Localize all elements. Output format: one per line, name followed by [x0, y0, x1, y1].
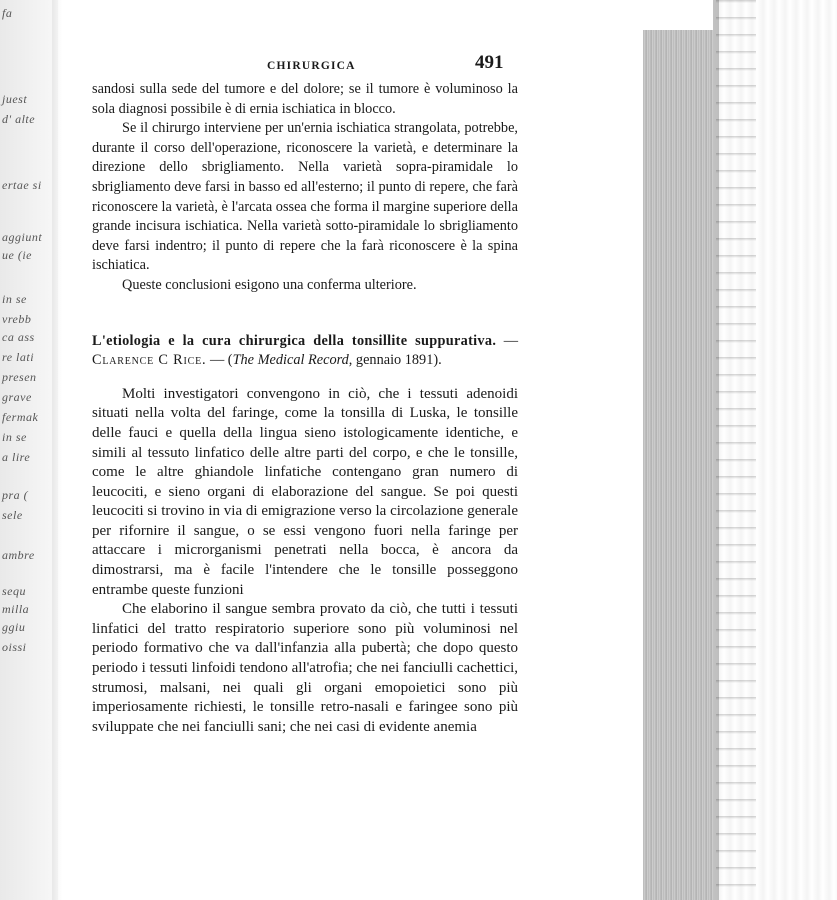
margin-fragment: ca ass [2, 330, 35, 344]
paragraph-continued: sandosi sulla sede del tumore e del dolore; se il tumore è voluminoso la sola diagnosi possibile è di ernia ischiatica in blocco. [92, 81, 518, 117]
margin-fragment: juest [2, 92, 28, 106]
margin-fragment: vrebb [2, 312, 32, 326]
title-dash: — [503, 332, 518, 349]
page-body [92, 80, 518, 737]
citation-open: — ( [209, 352, 233, 369]
margin-fragment: grave [2, 390, 32, 404]
margin-fragment: ue (ie [2, 248, 32, 262]
paragraph: Se il chirurgo interviene per un'ernia ischiatica strangolata, potrebbe, durante il corso dell'operazione, riconoscere la varietà, e determinare la direzione dello sbrigliamento. Nella varietà sopra-piramidale lo sbrigliamento deve farsi in basso ed all'esterno; il punto di repere, che farà riconoscere la varietà, è l'arcata ossea che forma il margine superiore della grande incisura ischiatica. Nella varietà sotto-piramidale lo sbrigliamento deve farsi indentro; il punto di repere che la farà riconoscere è la spina ischiatica. [92, 120, 518, 274]
margin-fragment: in se [2, 292, 27, 306]
page-edge-texture [716, 0, 756, 900]
margin-fragment: in se [2, 430, 27, 444]
margin-fragment: sele [2, 508, 23, 522]
margin-fragment: a lire [2, 450, 31, 464]
paragraph: Queste conclusioni esigono una conferma ulteriore. [122, 276, 417, 293]
margin-fragment: d' alte [2, 112, 36, 126]
margin-fragment: presen [2, 370, 37, 384]
citation-date: , gennaio 1891). [348, 352, 442, 369]
article-title: L'etiologia e la cura chirurgica della tonsillite suppurativa. [92, 332, 497, 349]
article-author: Clarence C Rice. [92, 352, 207, 369]
paragraph: Molti investigatori convengono in ciò, che i tessuti adenoidi situati nella volta del faringe, come la tonsilla di Luska, le tonsille delle fauci e quella della lingua sieno istologicamente identiche, e simili al tessuto linfatico delle altre parti del corpo, e che le tonsille, come le altre ghiandole linfatiche contengano gran numero di leucociti, e sieno organi di elaborazione del sangue. Se poi questi leucociti si trovino in via di emigrazione verso la circolazione generale per rifornire il sangue, o se essi vengono fuori nella faringe per attaccare i microrganismi penetrati nella bocca, è ancora da dimostrarsi, ma è facile l'intendere che le tonsille posseggono entrambe queste funzioni [92, 385, 518, 598]
margin-fragment: ertae si [2, 178, 42, 192]
margin-fragment: fermak [2, 410, 39, 424]
page-stack-edge [643, 30, 713, 900]
facing-page-margin [0, 0, 58, 900]
margin-fragment: re lati [2, 350, 35, 364]
margin-fragment: pra ( [2, 488, 29, 502]
running-head: CHIRURGICA [267, 60, 356, 72]
margin-fragment: milla [2, 602, 30, 616]
margin-fragment: ggiu [2, 620, 26, 634]
page-number: 491 [475, 52, 504, 73]
margin-fragment: oissi [2, 640, 27, 654]
margin-fragment: fa [2, 6, 13, 20]
gutter-shadow [52, 0, 62, 900]
margin-fragment: sequ [2, 584, 26, 598]
printed-page [62, 0, 642, 900]
journal-name: The Medical Record [232, 352, 349, 369]
margin-fragment: ambre [2, 548, 35, 562]
paragraph: Che elaborino il sangue sembra provato da ciò, che tutti i tessuti linfatici del tratto respiratorio superiore sono più voluminosi nel periodo formativo che va dall'infanzia alla pubertà; che dopo questo periodo i tessuti linfoidi tendono all'atrofia; che nei fanciulli cachettici, strumosi, malsani, nei quali gli organi emopoietici sono più imperiosamente richiesti, le tonsille retro-nasali e faringee sono più sviluppate che nei fanciulli sani; che nei casi di evidente anemia [92, 601, 518, 735]
article-heading [92, 332, 518, 371]
margin-fragment: aggiunt [2, 230, 43, 244]
